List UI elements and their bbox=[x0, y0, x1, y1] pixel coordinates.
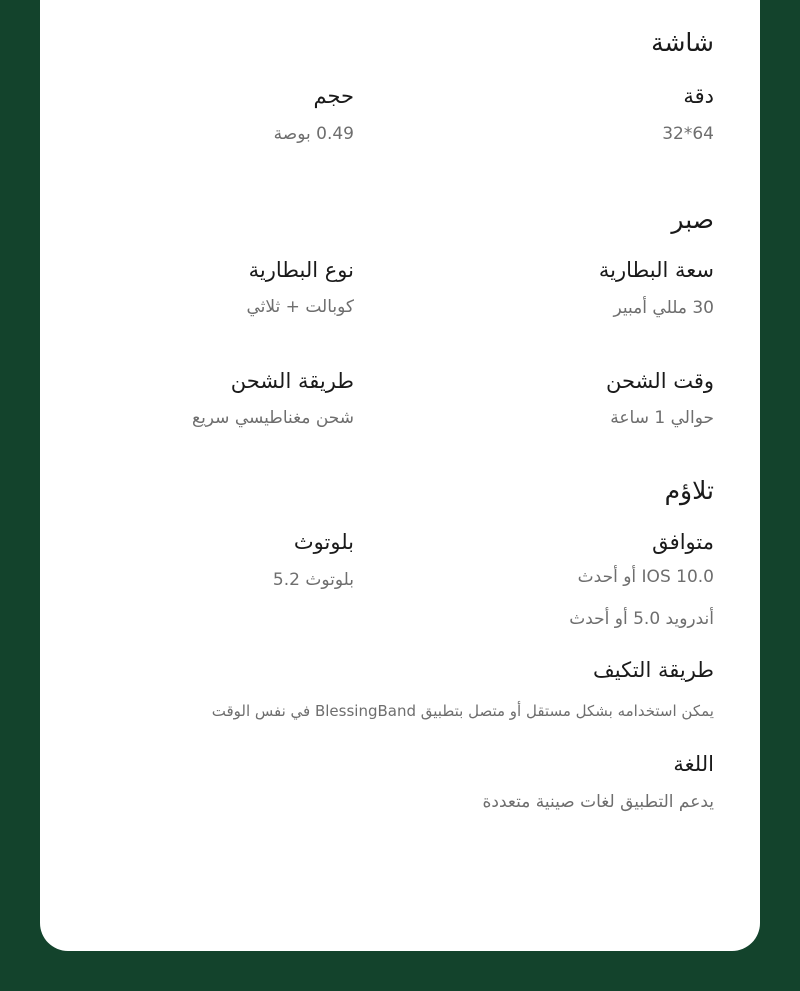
resolution-value: 64*32 bbox=[662, 124, 714, 144]
charge-time-value: حوالي 1 ساعة bbox=[610, 408, 714, 428]
compatible-label: متوافق bbox=[652, 530, 714, 554]
battery-type-label: نوع البطارية bbox=[248, 258, 354, 282]
bluetooth-value: بلوتوث 5.2 bbox=[272, 570, 354, 590]
compatibility-heading: تلاؤم bbox=[664, 476, 714, 505]
android-value: أندرويد 5.0 أو أحدث bbox=[569, 609, 714, 629]
size-value: 0.49 بوصة bbox=[273, 124, 354, 144]
charge-time-label: وقت الشحن bbox=[606, 369, 714, 393]
ios-value: IOS 10.0 أو أحدث bbox=[577, 567, 714, 587]
bluetooth-label: بلوتوث bbox=[293, 530, 354, 554]
adaptation-label: طريقة التكيف bbox=[593, 658, 714, 682]
battery-capacity-label: سعة البطارية bbox=[598, 258, 714, 282]
charge-method-label: طريقة الشحن bbox=[230, 369, 354, 393]
battery-heading: صبر bbox=[671, 205, 714, 234]
adaptation-value: يمكن استخدامه بشكل مستقل أو متصل بتطبيق BlessingBand في نفس الوقت bbox=[211, 702, 714, 720]
battery-capacity-value: 30 مللي أمبير bbox=[613, 298, 714, 318]
display-heading: شاشة bbox=[651, 28, 714, 57]
charge-method-value: شحن مغناطيسي سريع bbox=[192, 408, 354, 428]
resolution-label: دقة bbox=[683, 84, 714, 108]
language-label: اللغة bbox=[673, 752, 714, 776]
size-label: حجم bbox=[313, 84, 354, 108]
language-value: يدعم التطبيق لغات صينية متعددة bbox=[482, 792, 714, 812]
battery-type-value: كوبالت + ثلاثي bbox=[246, 297, 354, 317]
